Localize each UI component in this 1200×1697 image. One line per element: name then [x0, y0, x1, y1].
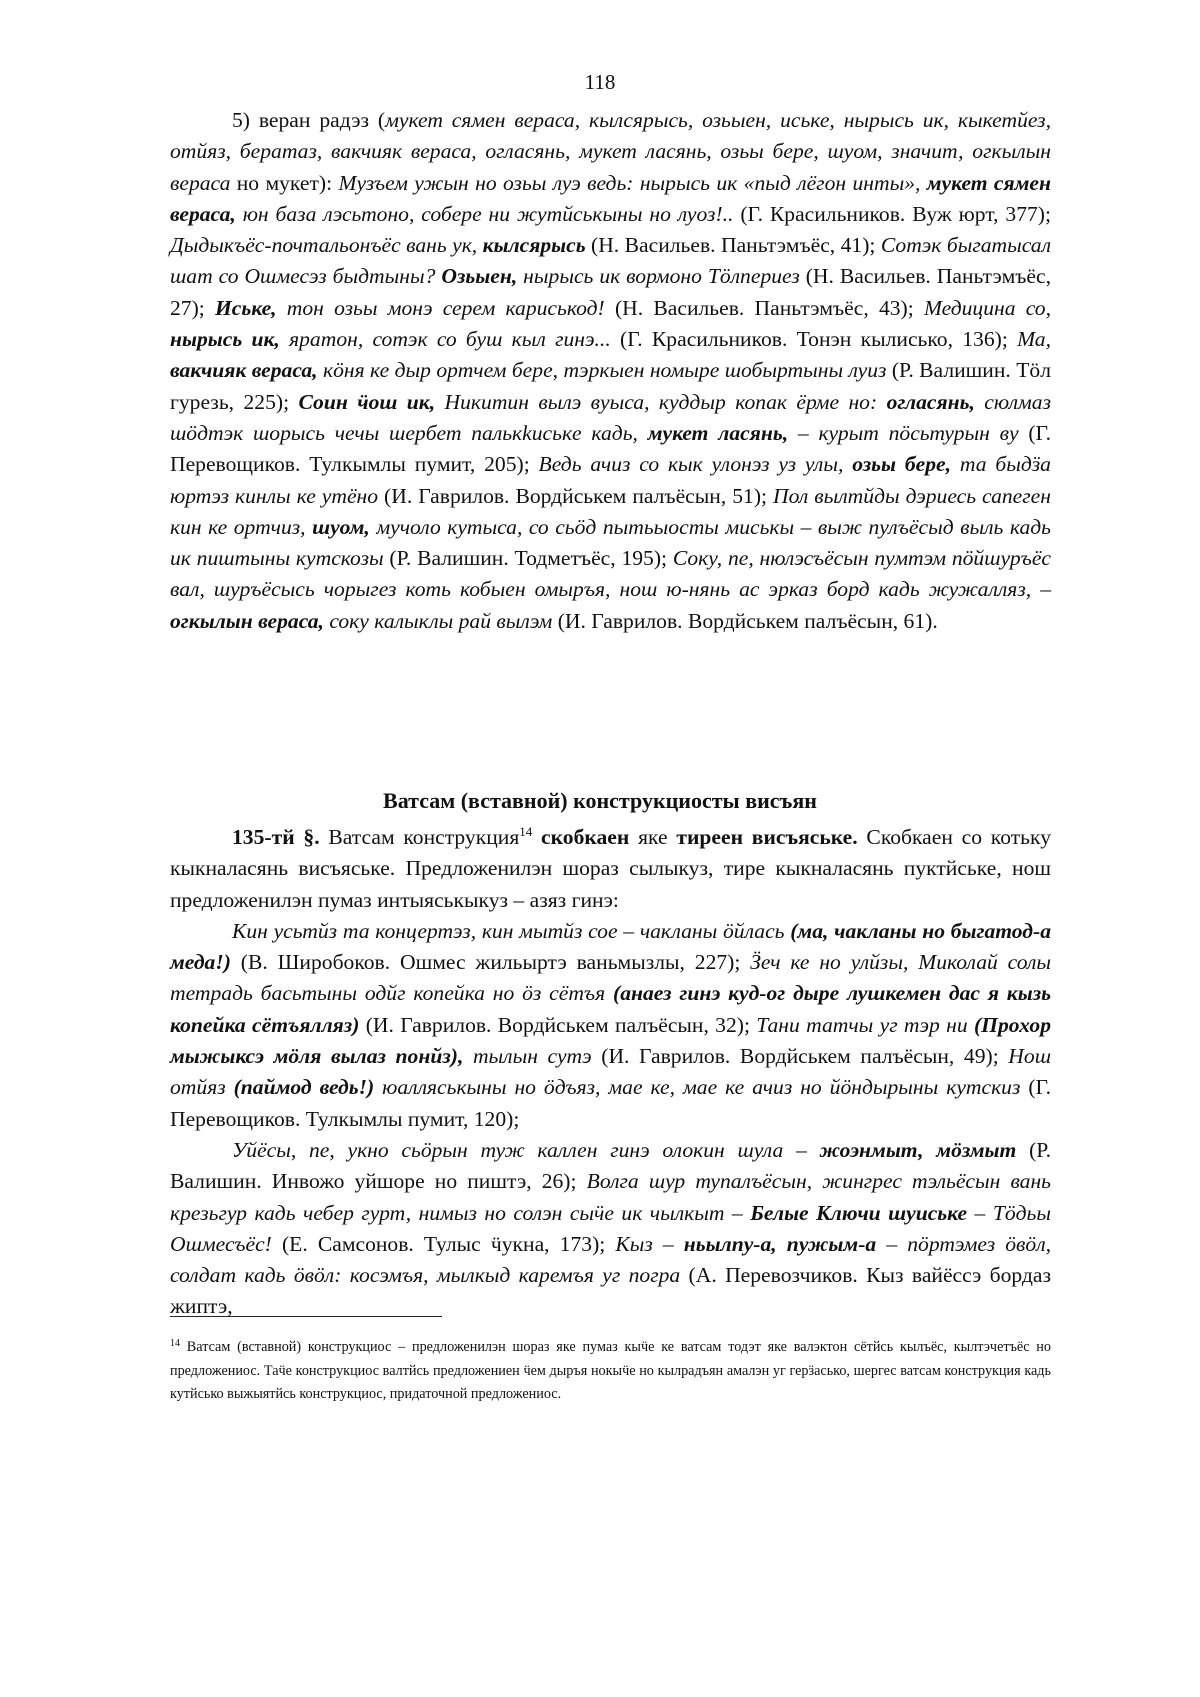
paragraph-2: [170, 822, 1051, 916]
text-run: (Н. Васильев. Паньтэмъёс, 43);: [604, 295, 924, 320]
text-run: Дыдыкъёс-почтальонъёс вань ук,: [170, 233, 483, 258]
text-run: Соку, пе, нюлэсъёсын пумтэм пӧйшуръёс вал, шуръёсысь чорыгез коть кобыен омыръя, нош ю-нянь ас эрказ борд кадь жужалляз, –: [170, 546, 1052, 602]
text-run: огкылын вераса,: [170, 608, 324, 633]
text-run: сюлмаз шӧдтэк шорысь чечы шербет палькkиськe кадь,: [170, 389, 1051, 445]
text-run: (И. Гаврилов. Вордйськем палъёсын, 49);: [591, 1044, 1009, 1069]
text-run: 5) веран радэз (: [232, 108, 386, 132]
text-run: (И. Гаврилов. Вордйськем палъёсын, 51);: [378, 483, 773, 508]
text-run: тиреен висъяське.: [676, 825, 858, 849]
text-run: тон озьы монэ серем кариськод!: [276, 295, 605, 320]
text-run: Уйёсы, пе, укно сьӧрын туж каллен гинэ олокин шула –: [232, 1137, 820, 1162]
text-run: тылын сутэ: [463, 1044, 592, 1069]
text-run: Ма,: [1017, 327, 1051, 352]
paragraph-3: [170, 916, 1051, 1135]
text-run: жоэнмыт, мӧзмыт: [819, 1137, 1017, 1162]
footnote: [170, 1336, 1051, 1407]
paragraph-1: [170, 105, 1051, 637]
text-run: (Прохор мыжыксэ мӧля вылаз понйз),: [170, 1012, 1051, 1069]
text-run: (Г. Красильников. Вуж юрт, 377);: [733, 201, 1051, 226]
text-run: яке: [629, 825, 677, 849]
text-run: Пол вылтйды дэриесь сапеген кин ке ортчиз,: [170, 483, 1051, 539]
text-run: юалляськыны но ӧдъяз, мае ке, мае ке ачиз но йӧндырыны кутскиз: [374, 1075, 1021, 1100]
text-run: мукет сямен вераса,: [170, 170, 1051, 226]
text-run: Музъем ужын но озьы луэ ведь: нырысь ик «пыд лёгон инты»,: [338, 170, 927, 195]
text-run: Белые Ключи шуиське: [750, 1200, 968, 1225]
text-run: (Н. Васильев. Паньтэмъёс, 41);: [585, 233, 881, 258]
text-run: – курыт пӧсьтурын ву: [788, 420, 1019, 445]
text-run: Скобкаен со котьку кыкналасянь висъяське. Предложенилэн шораз сылыкуз, тире кыкналасянь пуктйське, нош предложенилэн пумаз интыяськыкуз – азяз гинэ:: [170, 825, 1051, 912]
text-run: (Г. Красильников. Тонэн кылисько, 136);: [610, 327, 1018, 352]
text-run: (Р. Валишин. Инвожо уйшоре но пиштэ, 26);: [170, 1137, 1051, 1194]
text-run: Кыз –: [615, 1231, 684, 1256]
text-run: Ватсам конструкция: [319, 825, 520, 849]
page-number: 118: [584, 70, 616, 94]
text-run: кылсярысь: [482, 233, 586, 258]
text-run: яратон, сотэк со буш кыл гинэ...: [279, 327, 611, 352]
text-run: Волга шур тупалъёсын, жингрес тэльёсын вань крезьгур кадь чебер гурт, нимыз но солэн сыӵе ик чылкыт –: [170, 1169, 1052, 1225]
text-run: мукет ласянь,: [647, 420, 789, 445]
paragraph-4: [170, 1135, 1051, 1323]
text-run: юн база лэсьтоно, собере ни жутйськыны но луоз!..: [235, 201, 734, 226]
text-run: (анаез гинэ куд-ог дыре лушкемен дас я кызь копейка сётъялляз): [170, 981, 1051, 1037]
section-text-block: [170, 822, 1051, 1323]
text-run: озьы бере,: [852, 452, 951, 477]
text-run: Медицина со,: [923, 295, 1051, 320]
text-run: Никитин вылэ вуыса, куддыр копак ёрме но:: [435, 389, 887, 414]
text-run: (И. Гаврилов. Вордйськем палъёсын, 32);: [359, 1012, 757, 1037]
text-run: соку калыклы рай вылэм: [323, 608, 553, 633]
text-run: (паймод ведь!): [233, 1075, 375, 1100]
text-run: Соин ӵош ик,: [298, 389, 436, 414]
text-run: шуом,: [312, 514, 370, 539]
text-run: мукет сямен вераса, кылсярысь, озьыен, иське, нырысь ик, кыкетйез, отйяз, бератаз, вакчияк вераса, огласянь, мукет ласянь, озьы бере, шуом, значит, огкылын вераса: [170, 108, 1051, 195]
footnote-text: Ватсам (вставной) конструкциос – предложенилэн шораз яке пумаз кыӵе ке ватсам тодэт яке валэктон сётйсь кылъёс, кылтэчетъёс но предложениос. Таӵе конструкциос валтйсь предложениен ӵем дыръя нокыӵе но кылрадъян амалэн уг герӟасько, шергес ватсам конструкция кадь кутйсько выжыятйсь конструкциос, придаточной предложениос.: [170, 1339, 1051, 1403]
text-run: Сотэк быгатысал шат со Ошмесэз быдтыны?: [170, 233, 1051, 289]
text-run: (Н. Васильев. Паньтэмъёс, 27);: [170, 264, 1051, 320]
text-run: нырысь ик,: [170, 327, 280, 352]
text-run: Тани татчы уг тэр ни: [756, 1012, 974, 1037]
text-run: кӧня ке дыр ортчем бере, тэркыен номыре шобыртыны луиз: [317, 358, 887, 383]
text-run: (Е. Самсонов. Тулыс ӵукна, 173);: [271, 1231, 616, 1256]
text-run: ньылпу-а, пужым-а: [683, 1231, 877, 1256]
text-run: скобкаен: [532, 825, 630, 849]
text-run: (Г. Перевощиков. Тулкымлы пумит, 205);: [170, 420, 1051, 477]
text-run: (Г. Перевощиков. Тулкымлы пумит, 120);: [170, 1075, 1051, 1131]
text-run: Ӟеч ке но улйзы, Миколай солы тетрадь басьтыны одйг копейка но ӧз сётъя: [170, 950, 1051, 1006]
section-heading: Ватсам (вставной) конструкциосты висъян: [383, 788, 817, 813]
text-run: – Тӧдьы Ошмесъёс!: [170, 1200, 1051, 1256]
footnote-mark: 14: [170, 1338, 180, 1349]
text-run: нырысь ик вормоно Тӧлпериез: [517, 264, 800, 289]
text-run: та быдӟа юртэз кинлы ке утёно: [170, 452, 1051, 508]
text-run: но мукет):: [230, 170, 339, 195]
text-run: (А. Перевозчиков. Кыз вайёссэ бордаз жиптэ,: [170, 1263, 1051, 1319]
text-run: Нош отйяз: [170, 1044, 1051, 1100]
text-run: мучоло кутыса, со сьӧд пытьыосты миськы – выж пулъёсыд выль кадь ик пиштыны кутскозы: [170, 514, 1051, 571]
text-run: Ведь ачиз со кык улонэз уз улы,: [538, 452, 853, 477]
text-run: Кин усьтйз та концертэз, кин мытйз сое – чакланы ӧйлась: [232, 918, 791, 943]
text-run: 135-тй §.: [232, 825, 320, 849]
text-run: Иське,: [215, 295, 277, 320]
footnote-separator: [170, 1316, 442, 1317]
main-text-block: [170, 105, 1051, 637]
text-run: (Р. Валишин. Тодметъёс, 195);: [383, 546, 673, 571]
text-run: (В. Широбоков. Ошмес жильыртэ ваньмызлы, 227);: [230, 950, 751, 975]
text-run: – пӧртэмез ӧвӧл, солдат кадь ӧвӧл: косэмъя, мылкыд каремъя уг погра: [170, 1231, 1052, 1288]
text-run: 14: [519, 824, 533, 839]
text-run: (Р. Валишин. Тӧл гурезь, 225);: [170, 358, 1051, 414]
text-run: огласянь,: [886, 389, 975, 414]
text-run: вакчияк вераса,: [170, 358, 318, 383]
text-run: Озьыен,: [441, 264, 518, 289]
text-run: (И. Гаврилов. Вордйськем палъёсын, 61).: [552, 608, 938, 633]
text-run: (ма, чакланы но быгатод-а меда!): [170, 918, 1051, 975]
